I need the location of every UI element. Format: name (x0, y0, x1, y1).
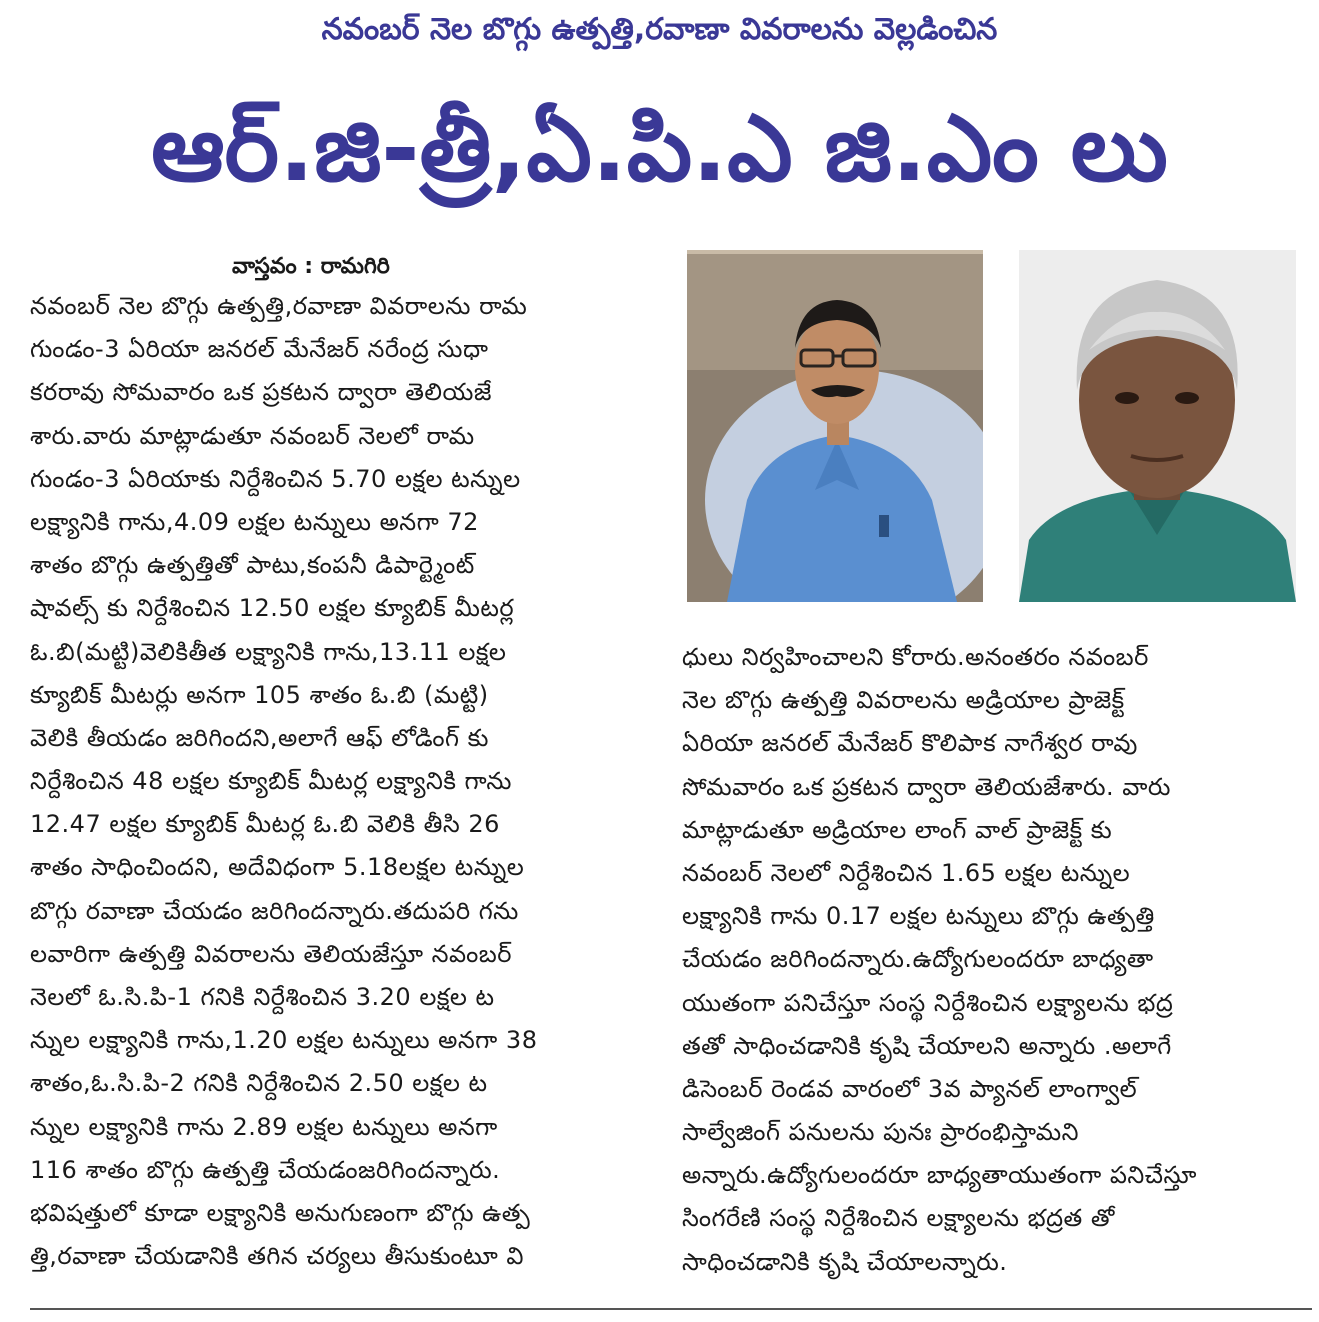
article-line: 116 శాతం బొగ్గు ఉత్పత్తి చేయడంజరిగిందన్నారు. (30, 1155, 501, 1184)
photo-rg3-general-manager (687, 250, 983, 602)
article-line: శాతం,ఓ.సి.పి-2 గనికి నిర్దేశించిన 2.50 లక్షల ట (30, 1069, 488, 1098)
article-left-column (30, 285, 670, 1278)
article-line: షావల్స్ కు నిర్దేశించిన 12.50 లక్షల క్యూబిక్ మీటర్ల (30, 594, 515, 623)
article-line: 12.47 లక్షల క్యూబిక్ మీటర్ల ఓ.బి వెలికి తీసి 26 (30, 810, 500, 839)
article-line: కరరావు సోమవారం ఒక ప్రకటన ద్వారా తెలియజే (30, 378, 492, 407)
article-line: తతో సాధించడానికి కృషి చేయాలని అన్నారు .అలాగే (682, 1031, 1172, 1060)
article-line: లక్ష్యానికి గాను,4.09 లక్షల టన్నులు అనగా 72 (30, 507, 479, 536)
article-line: బొగ్గు రవాణా చేయడం జరిగిందన్నారు.తదుపరి గను (30, 896, 519, 925)
article-line: ధులు నిర్వహించాలని కోరారు.అనంతరం నవంబర్ (682, 643, 1149, 671)
article-line: వెలికి తీయడం జరిగిందని,అలాగే ఆఫ్ లోడింగ్ కు (30, 723, 489, 752)
article-line: సాధించడానికి కృషి చేయాలన్నారు. (682, 1247, 1008, 1276)
article-line: గుండం-3 ఏరియాకు నిర్దేశించిన 5.70 లక్షల టన్నుల (30, 464, 521, 493)
article-line: యుతంగా పనిచేస్తూ సంస్థ నిర్దేశించిన లక్ష్యాలను భద్ర (682, 988, 1174, 1017)
article-line: నిర్దేశించిన 48 లక్షల క్యూబిక్ మీటర్ల లక్ష్యానికి గాను (30, 767, 512, 796)
article-line: శాతం బొగ్గు ఉత్పత్తితో పాటు,కంపనీ డిపార్ట్మెంట్ (30, 551, 475, 580)
article-line: నెలలో ఓ.సి.పి-1 గనికి నిర్దేశించిన 3.20 లక్షల ట (30, 983, 495, 1011)
article-line: ఓ.బి(మట్టి)వెలికితీత లక్ష్యానికి గాను,13.11 లక్షల (30, 637, 507, 666)
article-line: మాట్లాడుతూ అడ్రియాల లాంగ్ వాల్ ప్రాజెక్ట్ కు (682, 815, 1113, 844)
article-line: సాల్వేజింగ్ పనులను పునః ప్రారంభిస్తామని (682, 1118, 1080, 1147)
article-line: డిసెంబర్ రెండవ వారంలో 3వ ప్యానల్ లాంగ్వాల్ (682, 1074, 1138, 1103)
dateline: వాస్తవం : రామగిరి (232, 254, 390, 279)
portrait-illustration (687, 250, 983, 602)
article-line: నవంబర్ నెలలో నిర్దేశించిన 1.65 లక్షల టన్నుల (682, 858, 1131, 887)
kicker-headline: నవంబర్ నెల బొగ్గు ఉత్పత్తి,రవాణా వివరాలను వెల్లడించిన (321, 12, 998, 47)
article-line: నవంబర్ నెల బొగ్గు ఉత్పత్తి,రవాణా వివరాలను రామ (30, 292, 528, 320)
article-line: భవిషత్తులో కూడా లక్ష్యానికి అనుగుణంగా బొగ్గు ఉత్ప (30, 1198, 531, 1227)
article-line: లక్ష్యానికి గాను 0.17 లక్షల టన్నులు బొగ్గు ఉత్పత్తి (682, 902, 1155, 931)
article-line: శారు.వారు మాట్లాడుతూ నవంబర్ నెలలో రామ (30, 421, 475, 450)
article-line: న్నుల లక్ష్యానికి గాను 2.89 లక్షల టన్నులు అనగా (30, 1112, 498, 1141)
article-line: శాతం సాధించిందని, అదేవిధంగా 5.18లక్షల టన్నుల (30, 853, 525, 882)
article-line: సింగరేణి సంస్థ నిర్దేశించిన లక్ష్యాలను భద్రత తో (682, 1204, 1115, 1233)
portrait-illustration (1019, 250, 1296, 602)
bottom-divider (30, 1308, 1312, 1310)
photo-apa-general-manager (1019, 250, 1296, 602)
article-line: గుండం-3 ఏరియా జనరల్ మేనేజర్ నరేంద్ర సుధా (30, 335, 489, 364)
article-line: త్తి,రవాణా చేయడానికి తగిన చర్యలు తీసుకుంటూ వి (30, 1242, 524, 1271)
article-line: లవారిగా ఉత్పత్తి వివరాలను తెలియజేస్తూ నవంబర్ (30, 939, 512, 968)
article-line: న్నుల లక్ష్యానికి గాను,1.20 లక్షల టన్నులు అనగా 38 (30, 1026, 538, 1055)
article-line: క్యూబిక్ మీటర్లు అనగా 105 శాతం ఓ.బి (మట్టి) (30, 680, 489, 709)
article-line: చేయడం జరిగిందన్నారు.ఉద్యోగులందరూ బాధ్యతా (682, 945, 1154, 974)
main-headline: ఆర్.జి-త్రీ,ఏ.పి.ఎ జి.ఎం లు (151, 95, 1168, 202)
article-line: నెల బొగ్గు ఉత్పత్తి వివరాలను అడ్రియాల ప్రాజెక్ట్ (682, 686, 1125, 715)
article-line: ఏరియా జనరల్ మేనేజర్ కొలిపాక నాగేశ్వర రావు (682, 729, 1138, 758)
article-line: అన్నారు.ఉద్యోగులందరూ బాధ్యతాయుతంగా పనిచేస్తూ (682, 1161, 1197, 1190)
article-right-column (682, 636, 1312, 1284)
article-line: సోమవారం ఒక ప్రకటన ద్వారా తెలియజేశారు. వారు (682, 772, 1171, 801)
